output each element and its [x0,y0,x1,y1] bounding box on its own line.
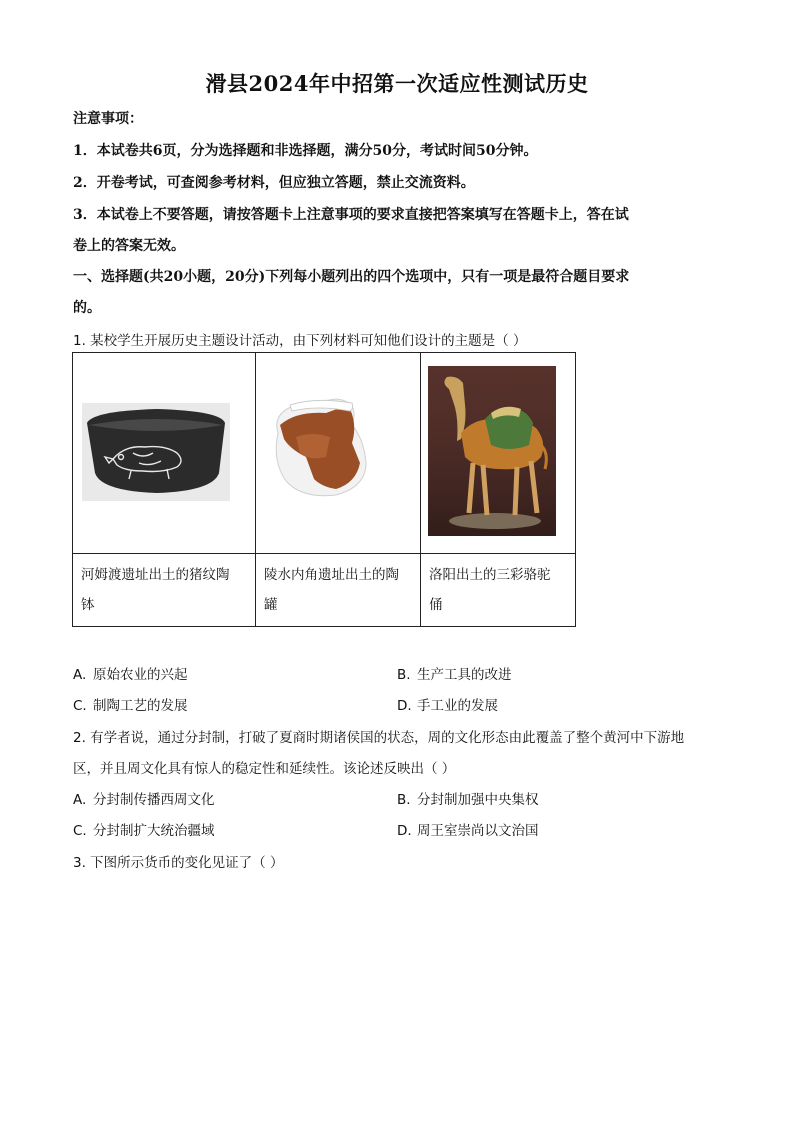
question-1-option-a: A. 原始农业的兴起 [73,667,188,683]
caption-pottery-jar: 陵水内角遗址出土的陶 罐 [256,554,421,627]
question-1-option-d: D. 手工业的发展 [397,698,498,714]
section-heading-cont: 的。 [73,300,101,316]
section-heading: 一、选择题(共20小题，20分)下列每小题列出的四个选项中，只有一项是最符合题目要求 [73,269,630,285]
page-title: 滑县2024年中招第一次适应性测试历史 [205,71,589,96]
caption-pig-pattern-bowl: 河姆渡遗址出土的猪纹陶 钵 [73,554,256,627]
question-1-option-b: B. 生产工具的改进 [397,667,512,683]
notice-item-3: 3．本试卷上不要答题，请按答题卡上注意事项的要求直接把答案填写在答题卡上，答在试 [73,207,629,223]
pottery-jar-image [256,353,420,549]
material-table [72,352,576,627]
notice-item-2: 2．开卷考试，可查阅参考材料，但应独立答题，禁止交流资料。 [73,175,475,191]
material-image-cell-2 [256,353,421,554]
material-image-cell-1 [73,353,256,554]
notice-heading: 注意事项： [73,111,143,127]
notice-item-3-cont: 卷上的答案无效。 [73,238,185,254]
question-1-option-c: C. 制陶工艺的发展 [73,698,188,714]
pig-pattern-pottery-bowl-image [73,353,255,549]
question-2-option-b: B. 分封制加强中央集权 [397,792,539,808]
question-1-stem: 1. 某校学生开展历史主题设计活动，由下列材料可知他们设计的主题是（ ） [73,333,527,349]
question-2-option-c: C. 分封制扩大统治疆域 [73,823,215,839]
question-3-stem: 3. 下图所示货币的变化见证了（ ） [73,855,284,871]
question-2-option-a: A. 分封制传播西周文化 [73,792,215,808]
question-2-stem-cont: 区，并且周文化具有惊人的稳定性和延续性。该论述反映出（ ） [73,761,456,777]
notice-item-1: 1．本试卷共6页，分为选择题和非选择题，满分50分，考试时间50分钟。 [73,143,538,159]
tri-colored-camel-figurine-image [421,353,575,549]
question-2-stem: 2. 有学者说，通过分封制，打破了夏商时期诸侯国的状态，周的文化形态由此覆盖了整个黄河中下游地 [73,730,685,746]
material-image-cell-3 [421,353,576,554]
question-2-option-d: D. 周王室崇尚以文治国 [397,823,539,839]
caption-camel-figurine: 洛阳出土的三彩骆驼 俑 [421,554,576,627]
